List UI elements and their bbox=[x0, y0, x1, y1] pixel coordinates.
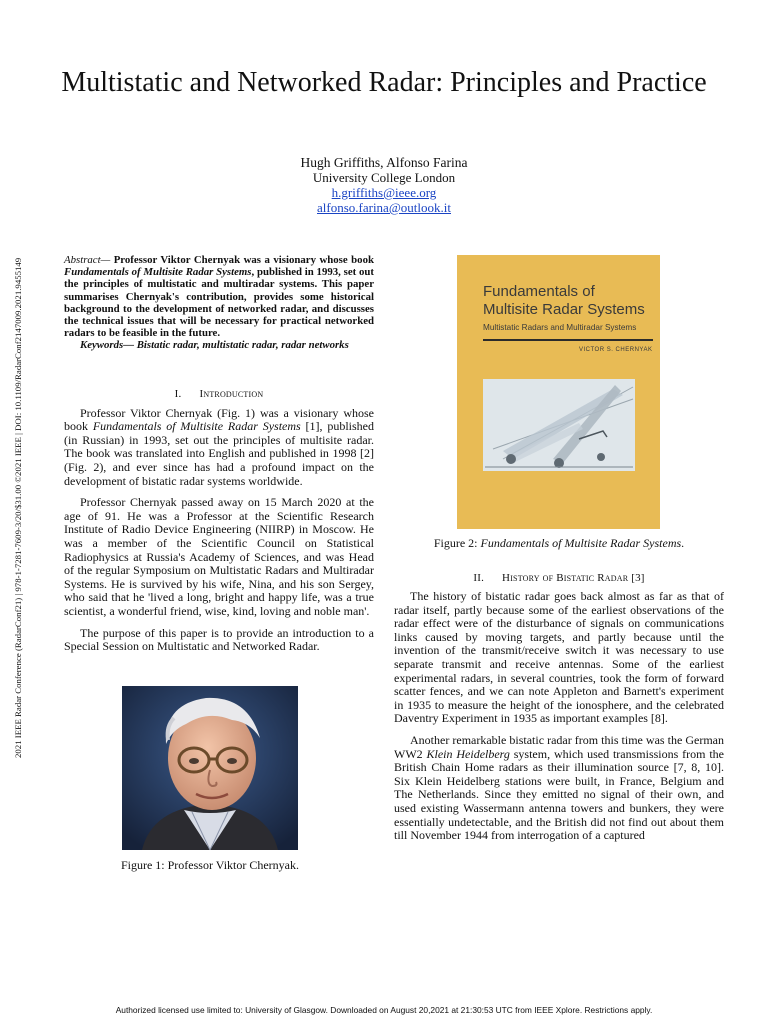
license-footer: Authorized licensed use limited to: University of Glasgow. Downloaded on August 20,2021 at 21:30:53 UTC from IEEE Xplore. Restrictions apply. bbox=[115, 1005, 653, 1015]
keywords-list: Bistatic radar, multistatic radar, radar networks bbox=[134, 339, 349, 352]
book-cover-title bbox=[483, 283, 645, 319]
figure-2-book-cover bbox=[457, 255, 660, 529]
left-column bbox=[64, 254, 374, 654]
abstract-rest: , published in 1993, set out the principles of multistatic and multiradar systems. This paper summarises Chernyak's contribution, provides some historical background to the development of networked radar, and discusses the technical issues that will be necessary for practical networked radars to be feasible in the future. bbox=[64, 266, 374, 340]
book-title-line-1: Fundamentals of bbox=[483, 283, 595, 300]
history-paragraph-1: The history of bistatic radar goes back almost as far as that of radar itself, partly because some of the earliest observations of the radar effect were of the disturbance of signals on communications links caused by moving targets, and partly because until the invention of the transmit/receive switch it was necessary to use separate transmit and receive antennas. Some of the earliest experimental radars, in several countries, took the form of forward scatter fences, and we can note Appleton and Barnett's experiment in 1935 to measure the height of the ionosphere, and the celebrated Daventry Experiment in 1935 as important examples [8]. bbox=[394, 589, 724, 726]
history-paragraph-2 bbox=[394, 734, 724, 843]
book-title-line-2: Multisite Radar Systems bbox=[483, 301, 645, 318]
figure-2-caption-end: . bbox=[681, 536, 685, 550]
intro-paragraph-1 bbox=[64, 407, 374, 489]
figure-2-caption-title: Fundamentals of Multisite Radar Systems bbox=[480, 536, 682, 550]
section-number: II. bbox=[473, 572, 485, 584]
history-p2-start: Another remarkable bistatic radar from this time was the German WW2 bbox=[394, 732, 724, 761]
book-cover-rule bbox=[483, 339, 653, 341]
conference-doi-sidebar: 2021 IEEE Radar Conference (RadarConf21) | 978-1-7281-7609-3/20/$31.00 ©2021 IEEE | DOI: 10.1109/RadarConf2147009.2021.9455149 bbox=[13, 257, 23, 758]
figure-2-caption-lead: Figure 2: bbox=[433, 536, 481, 550]
abstract-body: Professor Viktor Chernyak was a visionary whose book bbox=[110, 254, 374, 266]
paper-title: Multistatic and Networked Radar: Principles and Practice bbox=[61, 67, 707, 98]
book-cover-subtitle: Multistatic Radars and Multiradar Systems bbox=[483, 323, 637, 332]
email-link-1[interactable]: h.griffiths@ieee.org bbox=[331, 185, 437, 200]
intro-p1-start: Professor Viktor Chernyak (Fig. 1) was a visionary whose book bbox=[64, 405, 374, 434]
figure-2-caption bbox=[400, 536, 718, 551]
abstract-lead: Abstract— bbox=[64, 254, 111, 266]
figure-1-portrait bbox=[122, 686, 298, 850]
intro-p1-end: [1], published (in Russian) in 1993, set out the principles of multisite radar. The book was translated into English and published in 1998 [2] (Fig. 2), and ever since has had a profound impact on the development of bistatic radar systems worldwide. bbox=[64, 419, 374, 488]
keywords bbox=[64, 339, 374, 351]
figure-1-caption: Figure 1: Professor Viktor Chernyak. bbox=[120, 858, 300, 872]
portrait-illustration bbox=[122, 686, 298, 850]
email-link-2[interactable]: alfonso.farina@outlook.it bbox=[317, 200, 451, 215]
history-p2-end: system, which used transmissions from the British Chain Home radars as their illumination source [7, 8, 10]. Six Klein Heidelberg stations were built, in France, Belgium and The Netherlands. Since they emitted no signal of their own, and used existing Wassermann antenna towers and bunkers, they were essentially undetectable, and the British did not find out about them till November 1944 from interrogation of a captured bbox=[394, 746, 724, 843]
section-title: History of Bistatic Radar [3] bbox=[502, 572, 645, 584]
section-heading-history bbox=[394, 572, 724, 585]
book-cover-artwork bbox=[483, 379, 635, 476]
author-block bbox=[160, 155, 608, 215]
history-p2-system-name: Klein Heidelberg bbox=[426, 746, 510, 761]
section-heading-introduction bbox=[64, 388, 374, 401]
intro-paragraph-2: Professor Chernyak passed away on 15 March 2020 at the age of 91. He was a Professor at the Scientific Research Institute of Radio Device Engineering (NIIRP) in Moscow. He was a member of the Scientific Council on Statistical Radiophysics at Russia's Academy of Sciences, and was Head of the regular Symposium on Multistatic Radars and Multiradar Systems. He is survived by his wife, Nina, and his son Sergey, who said that he 'lived a long, bright and happy life, was a true scientist, a wonderful friend, wise, kind, loving and noble man'. bbox=[64, 495, 374, 618]
section-number: I. bbox=[174, 387, 182, 400]
section-title: Introduction bbox=[199, 387, 264, 400]
abstract-book-title: Fundamentals of Multisite Radar Systems bbox=[64, 266, 252, 279]
right-column bbox=[394, 572, 724, 843]
abstract bbox=[64, 254, 374, 339]
keywords-lead: Keywords— bbox=[80, 339, 134, 352]
book-cover-author: VICTOR S. CHERNYAK bbox=[579, 347, 653, 353]
author-names: Hugh Griffiths, Alfonso Farina bbox=[300, 155, 468, 170]
intro-p1-book: Fundamentals of Multisite Radar Systems bbox=[92, 419, 301, 434]
intro-paragraph-3: The purpose of this paper is to provide an introduction to a Special Session on Multistatic and Networked Radar. bbox=[64, 625, 374, 654]
affiliation: University College London bbox=[312, 170, 456, 185]
